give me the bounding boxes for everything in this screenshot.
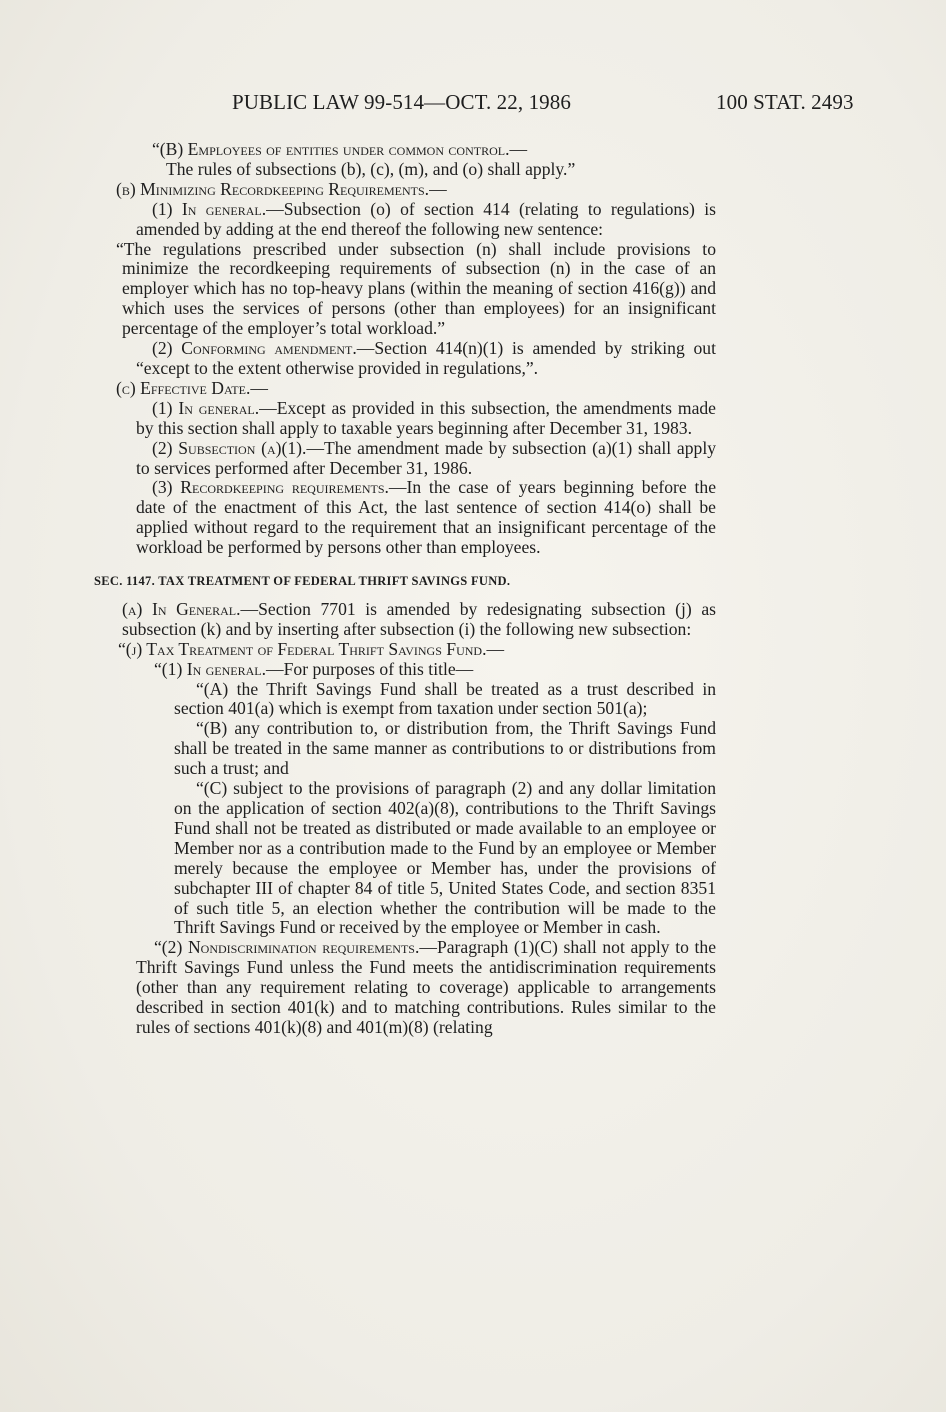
subparagraph-jA: “(A) the Thrift Savings Fund shall be treated as a trust described in section 401(a) which is exempt from taxation under section 501(a); — [174, 678, 716, 719]
j1-text: —For purposes of this title— — [266, 658, 474, 679]
j-title: “(j) Tax Treatment of Federal Thrift Savings Fund.— — [118, 638, 505, 659]
subparagraph-jB: “(B) any contribution to, or distribution from, the Thrift Savings Fund shall be treated in the same manner as contributions to or distributions from such a trust; and — [174, 718, 716, 779]
b1-lead: (1) In general. — [152, 198, 267, 219]
c3-text: —In the case of years beginning before the date of the enactment of this Act, the last sentence of section 414(o) shall be applied without regard to the requirement that an insignificant percentage of the workload be performed by persons other than employees. — [136, 477, 716, 558]
paragraph-c2 — [122, 439, 716, 479]
section-1147-heading: SEC. 1147. TAX TREATMENT OF FEDERAL THRIFT SAVINGS FUND. — [94, 574, 511, 589]
b1-text: —Subsection (o) of section 414 (relating to regulations) is amended by adding at the end thereof the following new sentence: — [136, 198, 716, 239]
statute-text — [94, 139, 717, 1038]
b-text: The rules of subsections (b), (c), (m), and (o) shall apply.” — [166, 158, 576, 179]
paragraph-b-employees-common-control — [122, 140, 716, 180]
paragraph-c3 — [122, 478, 716, 558]
subsection-a — [122, 600, 716, 640]
subsection-c-heading — [116, 377, 716, 399]
c3-lead: (3) Recordkeeping requirements. — [152, 477, 389, 498]
stat-page-number: 100 STAT. 2493 — [716, 90, 854, 114]
paragraph-c1 — [122, 399, 716, 439]
j2-text: —Paragraph (1)(C) shall not apply to the Thrift Savings Fund unless the Fund meets the antidiscrimination requirements (other than any requirement relating to coverage) applicable to arrangements described in section 401(k) and to matching contributions. Rules similar to the rules of sections 401(k)(8) and 401(m)(8) (relating — [136, 937, 717, 1037]
subsection-b-title: (b) Minimizing Recordkeeping Requirements.— — [116, 178, 447, 199]
running-head: PUBLIC LAW 99-514—OCT. 22, 1986 — [232, 90, 571, 114]
paragraph-b1 — [122, 200, 716, 240]
subsection-c-title: (c) Effective Date.— — [116, 377, 268, 398]
paragraph-j2 — [122, 938, 716, 1038]
c1-text: —Except as provided in this subsection, the amendments made by this section shall apply to taxable years beginning after December 31, 1983. — [136, 397, 716, 438]
c1-lead: (1) In general. — [152, 397, 260, 418]
paragraph-b2 — [122, 339, 716, 379]
page-header — [0, 90, 946, 120]
c2-lead: (2) Subsection (a)(1). — [152, 437, 307, 458]
paragraph-j1 — [122, 660, 716, 680]
quoted-sentence: “The regulations prescribed under subsection (n) shall include provisions to minimize the recordkeeping requirements of subsection (n) in the case of an employer which has no top-heavy plans (within the meaning of section 416(g)) and which uses the services of persons (other than employees) for an insignificant percentage of the employer’s total workload.” — [116, 238, 716, 339]
b-heading: “(B) Employees of entities under common control.— — [152, 139, 528, 159]
j1-lead: “(1) In general. — [154, 658, 267, 679]
subparagraph-jC: “(C) subject to the provisions of paragraph (2) and any dollar limitation on the application of section 402(a)(8), contributions to the Thrift Savings Fund shall not be treated as distributed or made available to an employee or Member nor as a contribution made to the Fund by an employee or Member merely because the employee or Member has, under the provisions of subchapter III of chapter 84 of title 5, United States Code, and section 8351 of such title 5, an election whether the contribution will be made to the Thrift Savings Fund or received by the employee or Member in cash. — [174, 778, 716, 938]
subsection-j-heading — [118, 638, 716, 660]
subsection-b-heading — [116, 178, 716, 200]
a-text: —Section 7701 is amended by redesignating subsection (j) as subsection (k) and by inserting after subsection (i) the following new subsection: — [122, 598, 716, 639]
c2-text: —The amendment made by subsection (a)(1) shall apply to services performed after December 31, 1986. — [136, 437, 717, 478]
b2-lead: (2) Conforming amendment. — [152, 338, 357, 359]
b2-text: —Section 414(n)(1) is amended by striking out “except to the extent otherwise provided in regulations,”. — [136, 338, 716, 378]
a-lead: (a) In General. — [122, 598, 241, 619]
j2-lead: “(2) Nondiscrimination requirements. — [154, 937, 420, 958]
